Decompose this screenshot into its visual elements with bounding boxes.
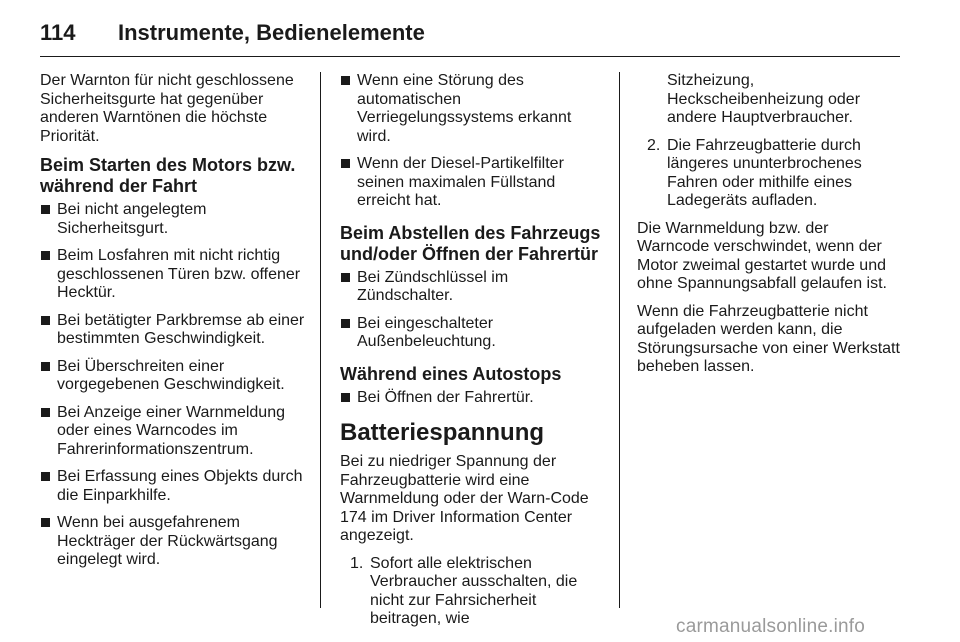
list-item — [40, 358, 310, 395]
numbered-item-continuation: Sitzheizung, Heckscheibenheizung oder andere Hauptverbraucher. — [667, 72, 861, 126]
list-item — [40, 514, 310, 570]
list-item-text: Bei betätigter Parkbremse ab einer bestimmten Geschwindigkeit. — [57, 311, 305, 347]
bullet-square-icon — [41, 472, 50, 481]
bullet-square-icon — [341, 76, 350, 85]
column-3 — [637, 72, 905, 386]
intro-paragraph: Der Warnton für nicht geschlossene Sicherheitsgurte hat gegenüber anderen Warntönen die höchste Priorität. — [40, 72, 294, 145]
bullet-square-icon — [341, 159, 350, 168]
column-1 — [40, 72, 310, 582]
list-item — [340, 269, 606, 306]
bullet-square-icon — [41, 316, 50, 325]
list-item — [40, 312, 310, 349]
list-item-text: Bei Zündschlüssel im Zündschalter. — [357, 268, 509, 304]
list-item-text: Bei nicht angelegtem Sicherheitsgurt. — [57, 201, 207, 237]
list-item — [40, 247, 310, 303]
list-item-text: Wenn bei ausgefahrenem Heckträger der Rückwärtsgang eingelegt wird. — [57, 514, 278, 568]
list-item-text: Bei Überschreiten einer vorgegebenen Geschwindigkeit. — [57, 357, 285, 393]
page-header — [40, 12, 900, 52]
list-item-text: Bei eingeschalteter Außenbeleuchtung. — [357, 314, 496, 350]
section-heading: Beim Abstellen des Fahrzeugs und/oder Öffnen der Fahrertür — [340, 222, 601, 264]
list-item — [40, 468, 310, 505]
bullet-square-icon — [41, 205, 50, 214]
header-rule — [40, 56, 900, 57]
list-item-text: Wenn der Diesel-Partikelfilter seinen maximalen Füllstand erreicht hat. — [357, 155, 564, 209]
column-2 — [340, 72, 606, 638]
numbered-item-text: Sofort alle elektrischen Verbraucher ausschalten, die nicht zur Fahrsicherheit beitragen, wie — [370, 554, 578, 627]
numbered-item — [637, 137, 905, 211]
item-number: 1. — [350, 554, 364, 572]
bullet-square-icon — [41, 251, 50, 260]
column-divider — [320, 72, 321, 608]
bullet-square-icon — [341, 319, 350, 328]
list-item — [340, 72, 606, 146]
bullet-square-icon — [41, 518, 50, 527]
bullet-square-icon — [41, 362, 50, 371]
bullet-square-icon — [341, 273, 350, 282]
list-item — [340, 315, 606, 352]
page-title: Instrumente, Bedienelemente — [118, 20, 425, 45]
section-title: Batteriespannung — [340, 419, 545, 446]
watermark: carmanualsonline.info — [676, 616, 866, 637]
bullet-list — [40, 201, 310, 570]
section-body: Bei zu niedriger Spannung der Fahrzeugbatterie wird eine Warnmeldung oder der Warn-Code 174 im Driver Information Center angezeigt. — [340, 453, 589, 544]
bullet-list — [340, 72, 606, 211]
numbered-item — [340, 555, 606, 629]
numbered-list — [637, 137, 905, 211]
paragraph: Wenn die Fahrzeugbatterie nicht aufgeladen werden kann, die Störungsursache von einer Werkstatt beheben lassen. — [637, 302, 900, 375]
bullet-list — [340, 389, 606, 408]
numbered-list — [340, 555, 606, 629]
numbered-item-text: Die Fahrzeugbatterie durch längeres ununterbrochenes Fahren oder mithilfe eines Ladegeräts aufladen. — [667, 136, 862, 209]
list-item-text: Wenn eine Störung des automatischen Verriegelungssystems erkannt wird. — [357, 72, 572, 145]
page-number: 114 — [40, 20, 76, 45]
section-heading: Beim Starten des Motors bzw. während der Fahrt — [40, 155, 296, 196]
section-heading: Während eines Autostops — [340, 363, 562, 384]
list-item — [40, 201, 310, 238]
list-item-text: Bei Anzeige einer Warnmeldung oder eines Warncodes im Fahrerinformationszentrum. — [57, 403, 285, 458]
bullet-list — [340, 269, 606, 352]
bullet-square-icon — [41, 408, 50, 417]
column-divider — [619, 72, 620, 608]
list-item-text: Beim Losfahren mit nicht richtig geschlossenen Türen bzw. offener Hecktür. — [57, 247, 301, 301]
list-item — [340, 389, 606, 408]
paragraph: Die Warnmeldung bzw. der Warncode verschwindet, wenn der Motor zweimal gestartet wurde und ohne Spannungsabfall gelaufen ist. — [637, 219, 887, 292]
bullet-square-icon — [341, 393, 350, 402]
list-item-text: Bei Öffnen der Fahrertür. — [357, 388, 534, 406]
list-item — [40, 404, 310, 460]
list-item-text: Bei Erfassung eines Objekts durch die Einparkhilfe. — [57, 468, 303, 504]
list-item — [340, 155, 606, 211]
item-number: 2. — [647, 136, 661, 154]
